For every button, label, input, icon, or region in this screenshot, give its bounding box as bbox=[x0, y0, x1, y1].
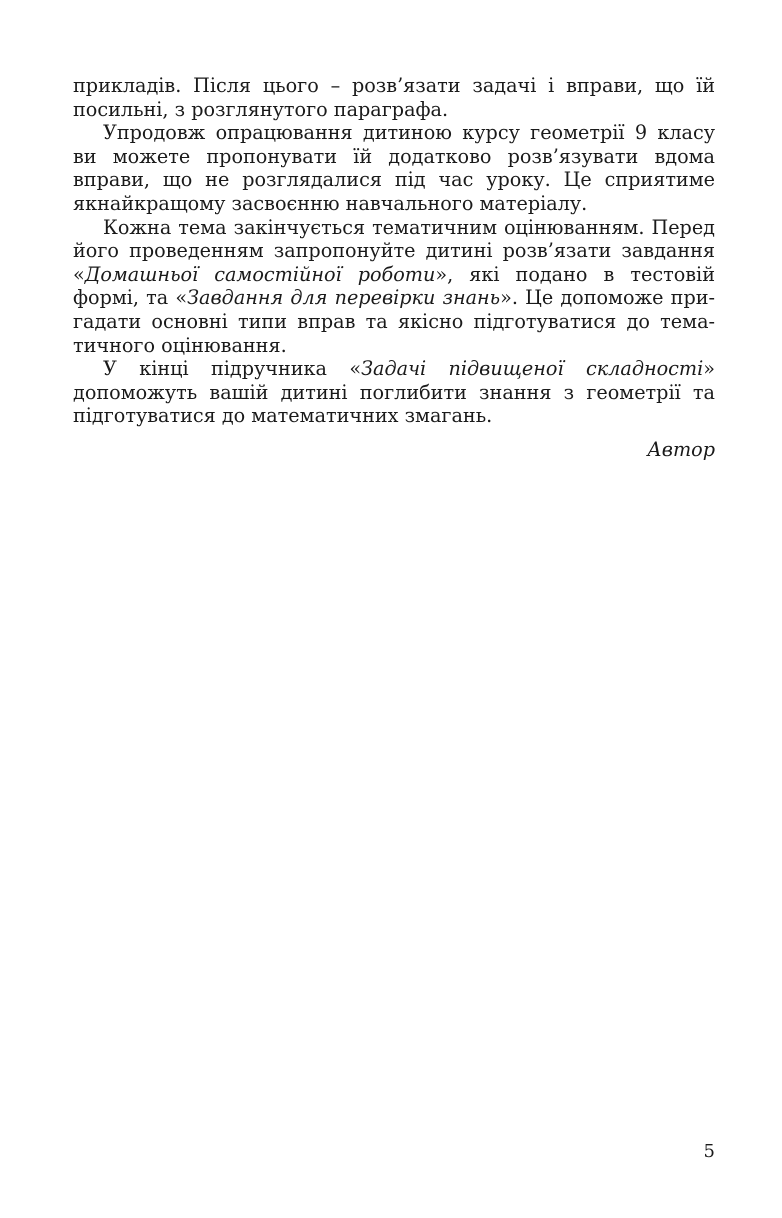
body-text bbox=[73, 74, 715, 428]
title-advanced-problems: Задачі підвищеної складності bbox=[361, 357, 704, 381]
paragraph-2-text: Упродовж опрацювання дитиною курсу геометрії 9 класу ви можете пропонувати їй додатково розв’язувати вдома вправи, що не розглядалися під час уроку. Це сприятиме якнайкращому засвоєнню навчального матеріалу. bbox=[73, 121, 715, 215]
paragraph-3-text-a: Кожна тема закінчується тематичним оцінюванням. Перед його проведенням запропонуйте дитині розв’язати завдання « bbox=[73, 215, 715, 286]
page-number: 5 bbox=[703, 1141, 715, 1162]
paragraph-1-text: прикладів. Після цього – розв’язати задачі і вправи, що їй посильні, з розглянутого параграфа. bbox=[73, 74, 715, 121]
paragraph-4 bbox=[73, 357, 715, 428]
title-knowledge-check: Завдання для перевірки знань bbox=[187, 286, 501, 310]
title-homework: Домашньої самостійної роботи bbox=[84, 262, 436, 286]
paragraph-1 bbox=[73, 74, 715, 121]
paragraph-3 bbox=[73, 216, 715, 358]
paragraph-3-text-c: ». Це допоможе пригадати основні типи вправ та якісно підготуватися до тематичного оцінювання. bbox=[73, 286, 715, 357]
paragraph-3-text-b: », які подано в тестовій формі, та « bbox=[73, 262, 715, 310]
paragraph-2 bbox=[73, 121, 715, 215]
paragraph-4-text-a: У кінці підручника « bbox=[103, 357, 362, 381]
paragraph-4-text-b: » допоможуть вашій дитині поглибити знання з геометрії та підготуватися до математичних змагань. bbox=[73, 357, 715, 428]
author-signature: Автор bbox=[647, 438, 715, 461]
